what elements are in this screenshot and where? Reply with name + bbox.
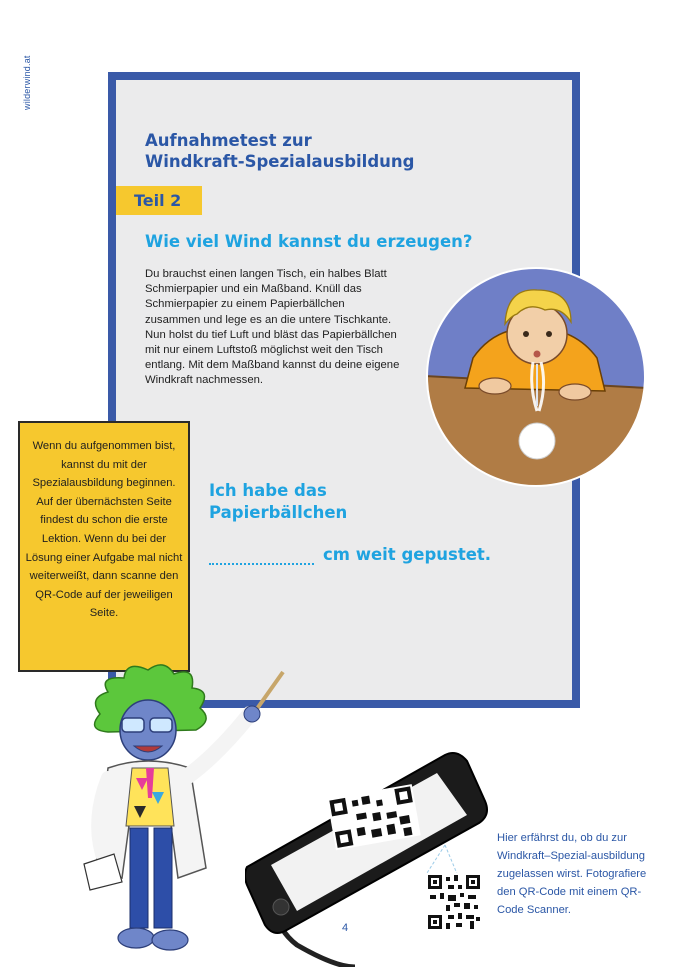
question-heading: Wie viel Wind kannst du erzeugen? <box>145 232 473 251</box>
answer-blank[interactable] <box>209 553 314 565</box>
section-badge: Teil 2 <box>116 186 202 215</box>
answer-fill-row <box>209 545 509 569</box>
title-line-2: Windkraft-Spezialausbildung <box>145 152 415 171</box>
qr-code[interactable] <box>426 873 482 931</box>
page-title <box>145 130 475 172</box>
phone-caption: Hier erfährst du, ob du zur Windkraft–Spezial-ausbildung zugelassen wirst. Fotografiere den QR-Code mit einem QR-Code Scanner. <box>497 832 647 916</box>
page-number: 4 <box>342 922 349 934</box>
answer-prompt <box>209 480 469 524</box>
answer-line-1: Ich habe das <box>209 481 327 500</box>
smartphone-illustration <box>245 735 495 967</box>
speech-bubble-text: Wenn du aufgenommen bist, kannst du mit der Spezialausbildung beginnen. Auf der übernächsten Seite findest du schon die erste Lektion. Wenn du bei der Lösung einer Aufgabe mal nicht weiterweißt, dann scanne den QR-Code auf der jeweiligen Seite. <box>25 440 183 620</box>
instructions-text: Du brauchst einen langen Tisch, ein halbes Blatt Schmierpapier und ein Maßband. Knüll das Schmierpapier zu einem Papierbällchen zusammen und lege es an die untere Tischkante. Nun holst du tief Luft und bläst das Papierbällchen mit nur einem Luftstoß möglichst weit den Tisch entlang. Mit dem Maßband kannst du deine eigene Windkraft nachmessen. <box>145 268 400 387</box>
title-line-1: Aufnahmetest zur <box>145 131 312 150</box>
website-url: wilderwind.at <box>22 55 32 110</box>
speech-bubble <box>18 421 190 672</box>
answer-suffix: cm weit gepustet. <box>323 545 492 564</box>
answer-line-2: Papierbällchen <box>209 503 348 522</box>
boy-blowing-illustration <box>425 266 647 488</box>
